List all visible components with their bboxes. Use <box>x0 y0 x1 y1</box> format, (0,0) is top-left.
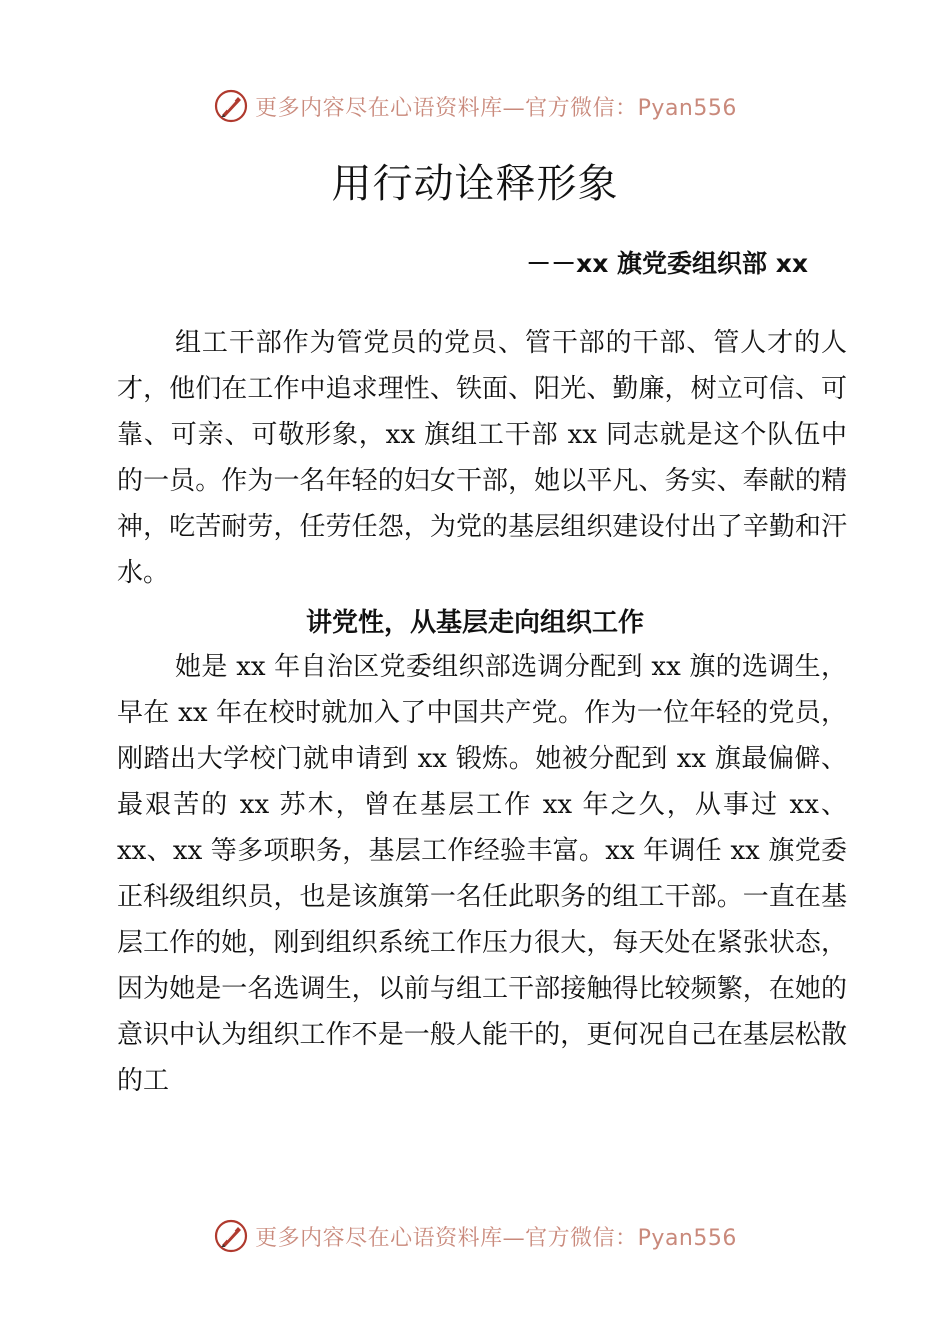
banner-site-name: 更多内容尽在心语资料库 <box>255 1225 503 1251</box>
section-heading: 讲党性，从基层走向组织工作 <box>305 608 644 638</box>
banner-dash: — <box>502 1225 526 1251</box>
banner-wechat-id: Pyan556 <box>637 1225 737 1251</box>
header-banner <box>0 86 950 126</box>
banner-wechat-label: 官方微信： <box>525 95 638 121</box>
document-title: 用行动诠释形象 <box>331 161 619 207</box>
banner-text <box>255 91 737 122</box>
banner-dash: — <box>502 95 526 121</box>
quill-logo-icon <box>213 1218 249 1254</box>
paragraph-intro: 组工干部作为管党员的党员、管干部的干部、管人才的人才，他们在工作中追求理性、铁面、阳光、勤廉，树立可信、可靠、可亲、可敬形象，xx 旗组工干部 xx 同志就是这个队伍中的一员。作为一名年轻的妇女干部，她以平凡、务实、奉献的精神，吃苦耐劳，任劳任怨，为党的基层组织建设付出了辛勤和汗水。 <box>117 328 847 588</box>
paragraph-section-body: 她是 xx 年自治区党委组织部选调分配到 xx 旗的选调生，早在 xx 年在校时就加入了中国共产党。作为一位年轻的党员，刚踏出大学校门就申请到 xx 锻炼。她被分配到 xx 旗最偏僻、最艰苦的 xx 苏木，曾在基层工作 xx 年之久，从事过 xx、xx、xx 等多项职务，基层工作经验丰富。xx 年调任 xx 旗党委正科级组织员，也是该旗第一名任此职务的组工干部。一直在基层工作的她，刚到组织系统工作压力很大，每天处在紧张状态，因为她是一名选调生，以前与组工干部接触得比较频繁，在她的意识中认为组织工作不是一般人能干的，更何况自己在基层松散的工 <box>117 652 847 1096</box>
quill-logo-icon <box>213 88 249 124</box>
document-byline: －－xx 旗党委组织部 xx <box>526 249 808 278</box>
banner-site-name: 更多内容尽在心语资料库 <box>255 95 503 121</box>
banner-text <box>255 1221 737 1252</box>
footer-banner <box>0 1216 950 1256</box>
banner-wechat-label: 官方微信： <box>525 1225 638 1251</box>
banner-wechat-id: Pyan556 <box>637 95 737 121</box>
